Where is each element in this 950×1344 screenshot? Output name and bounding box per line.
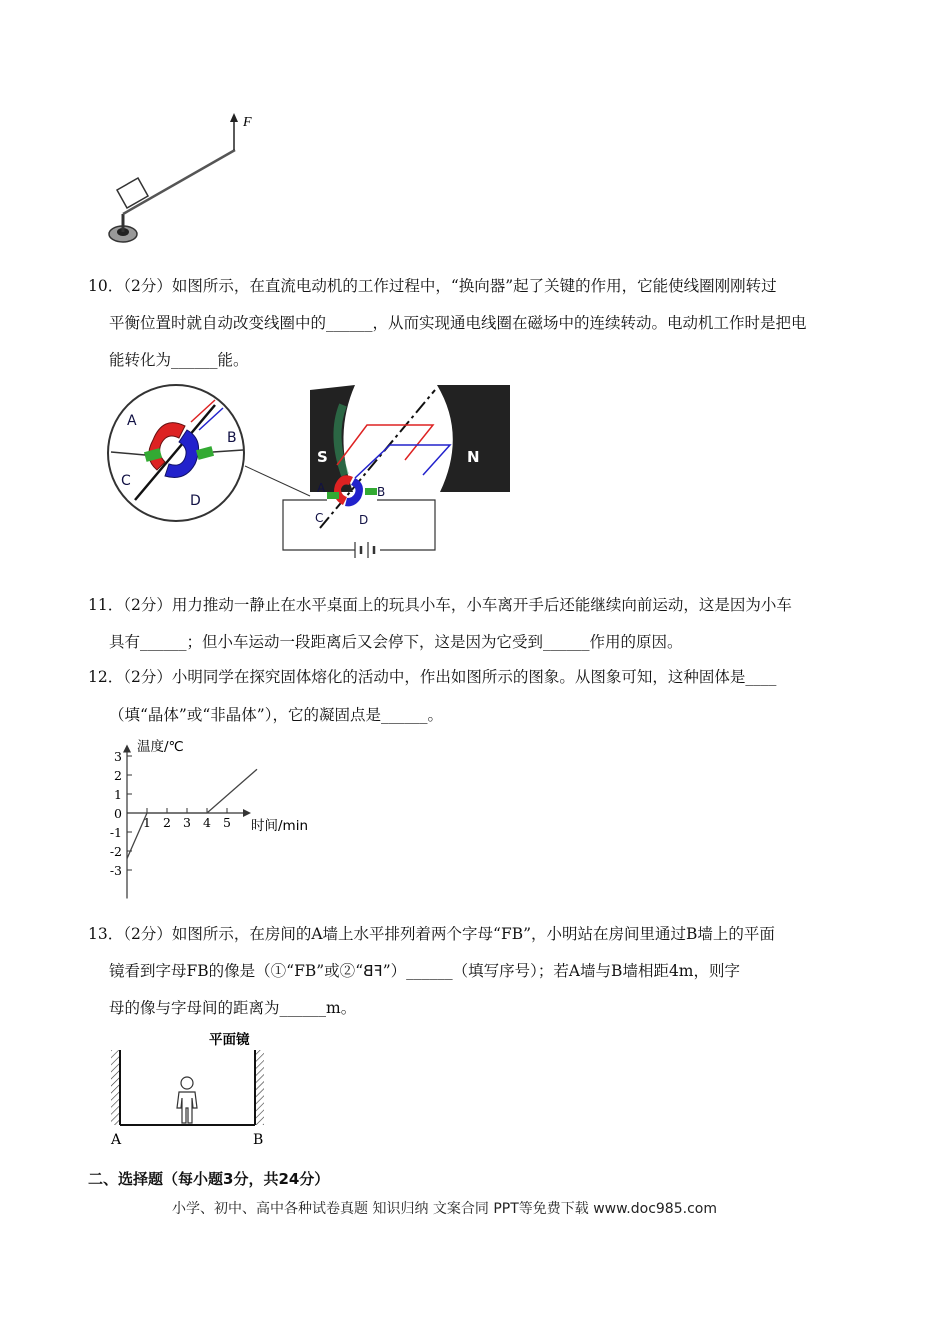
- label-b: B: [227, 430, 237, 446]
- x-tick-label: 2: [163, 815, 171, 830]
- page-footer: 小学、初中、高中各种试卷真题 知识归纳 文案合同 PPT等免费下载 www.doc985.com: [172, 1201, 717, 1217]
- chart-ylabel: 温度/℃: [137, 739, 184, 755]
- label-d: D: [190, 493, 201, 509]
- x-tick-label: 3: [183, 815, 191, 830]
- y-tick-label: 2: [114, 768, 122, 783]
- option-2-marker: ②: [339, 962, 356, 980]
- x-tick-label: 4: [203, 815, 211, 830]
- mirrored-fb-text: FB: [363, 962, 383, 980]
- x-axis-arrow: [243, 809, 251, 817]
- q13-text-c: “: [355, 962, 364, 980]
- wall-b-label: B: [253, 1132, 264, 1148]
- label-a: A: [127, 413, 137, 429]
- label-n: N: [467, 448, 480, 466]
- label-a2: A: [317, 481, 326, 495]
- q13-line-3: 母的像与字母间的距离为______m。: [109, 999, 357, 1017]
- x-tick-label: 1: [143, 815, 151, 830]
- label-c2: C: [315, 511, 324, 525]
- q10-line-2: 平衡位置时就自动改变线圈中的______，从而实现通电线圈在磁场中的连续转动。电动机工作时是把电: [109, 314, 807, 332]
- q13-text-b: “FB”或: [286, 962, 340, 980]
- lever-figure: [105, 110, 265, 250]
- person-icon: [177, 1077, 197, 1123]
- y-tick-label: -3: [109, 863, 122, 878]
- y-tick-label: -2: [109, 844, 122, 859]
- y-tick-label: 3: [114, 749, 122, 764]
- melting-chart: [105, 735, 325, 905]
- series-line: [127, 769, 257, 858]
- y-tick-label: 1: [114, 787, 122, 802]
- label-c: C: [121, 473, 131, 489]
- q12-line-2: （填“晶体”或“非晶体”），它的凝固点是______。: [109, 706, 443, 724]
- q11-line-1: 11．（2分）用力推动一静止在水平桌面上的玩具小车，小车离开手后还能继续向前运动，这是因为小车: [88, 596, 792, 614]
- x-tick-label: 5: [223, 815, 231, 830]
- label-b2: B: [377, 485, 386, 499]
- chart-xlabel: 时间/min: [251, 818, 309, 834]
- q10-line-3: 能转化为______能。: [109, 351, 249, 369]
- q12-line-1: 12．（2分）小明同学在探究固体熔化的活动中，作出如图所示的图象。从图象可知，这种固体是____: [88, 668, 777, 686]
- y-tick-label: -1: [109, 825, 122, 840]
- y-axis-arrow: [123, 745, 131, 753]
- q13-line-1: 13．（2分）如图所示，在房间的A墙上水平排列着两个字母“FB”，小明站在房间里通过B墙上的平面: [88, 925, 775, 943]
- option-1-marker: ①: [270, 962, 287, 980]
- q11-line-2: 具有______；但小车运动一段距离后又会停下，这是因为它受到______作用的原因。: [109, 633, 683, 651]
- label-s: S: [317, 448, 328, 466]
- mirror-label: 平面镜: [209, 1032, 250, 1048]
- motor-figure: [105, 380, 525, 560]
- label-d2: D: [359, 513, 369, 527]
- q13-text-a: 镜看到字母FB的像是（: [109, 962, 271, 980]
- room-figure: [105, 1028, 275, 1150]
- wall-a-label: A: [111, 1132, 122, 1148]
- q13-line-2: [109, 961, 740, 981]
- q10-line-1: 10．（2分）如图所示，在直流电动机的工作过程中，“换向器”起了关键的作用，它能使线圈刚刚转过: [88, 277, 777, 295]
- q13-text-d: ”）______（填写序号）；若A墙与B墙相距4m，则字: [382, 962, 741, 980]
- y-tick-label: 0: [114, 806, 122, 821]
- section-2-title: 二、选择题（每小题3分，共24分）: [88, 1170, 330, 1188]
- force-label: F: [243, 115, 252, 130]
